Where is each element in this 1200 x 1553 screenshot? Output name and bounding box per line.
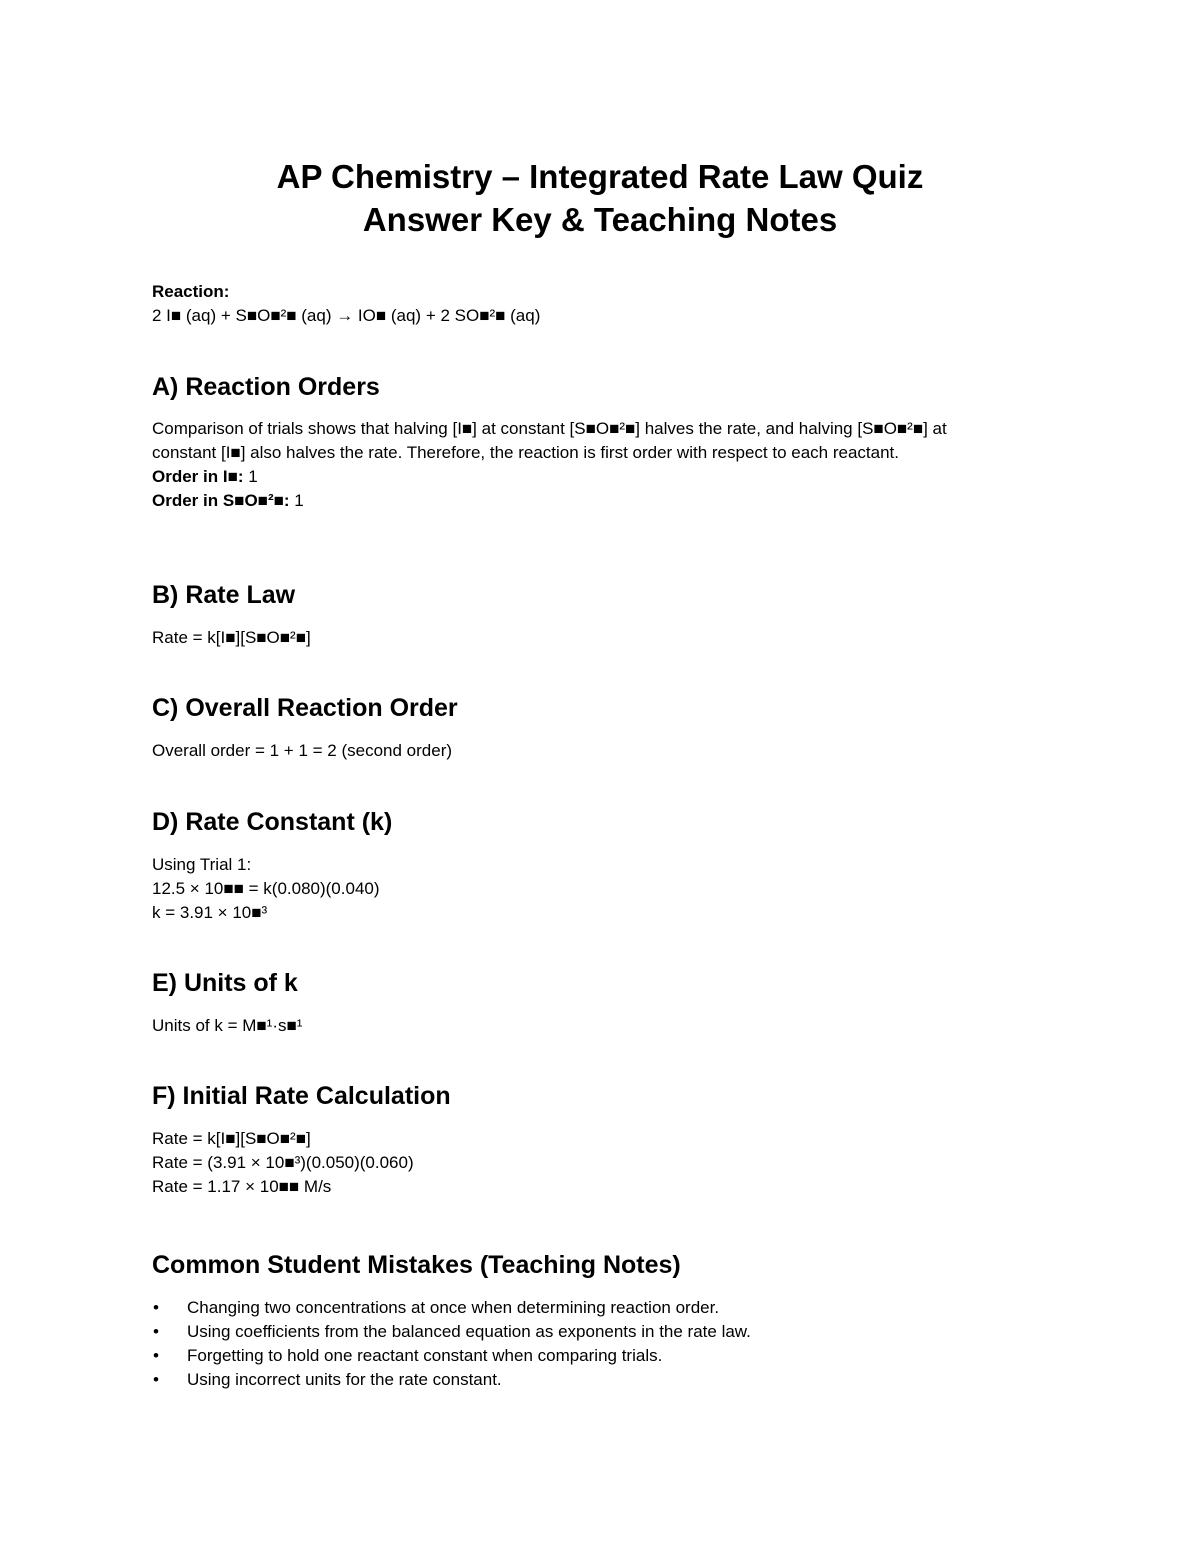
overall-order-line: Overall order = 1 + 1 = 2 (second order)	[152, 741, 453, 760]
rate-constant-equation: 12.5 × 10■■ = k(0.080)(0.040)	[152, 879, 380, 898]
section-d-body	[152, 853, 1032, 925]
list-item	[152, 1344, 751, 1368]
section-b-body	[152, 626, 1032, 650]
bullet-icon: •	[153, 1370, 159, 1389]
bullet-icon: •	[153, 1346, 159, 1365]
trial-line: Using Trial 1:	[152, 855, 252, 874]
section-b-heading: B) Rate Law	[152, 581, 296, 609]
initial-rate-substitution: Rate = (3.91 × 10■³)(0.050)(0.060)	[152, 1153, 414, 1172]
list-item	[152, 1296, 751, 1320]
rate-law-line: Rate = k[I■][S■O■²■]	[152, 628, 311, 647]
document-title-line-1: AP Chemistry – Integrated Rate Law Quiz	[276, 158, 924, 195]
mistake-text: Forgetting to hold one reactant constant when comparing trials.	[187, 1346, 663, 1365]
order-i-line	[152, 465, 1032, 489]
reaction-label: Reaction:	[152, 282, 230, 301]
rate-constant-value: k = 3.91 × 10■³	[152, 903, 268, 922]
list-item	[152, 1368, 751, 1392]
bullet-icon: •	[153, 1322, 159, 1341]
section-a-paragraph: Comparison of trials shows that halving [I■] at constant [S■O■²■] halves the rate, and halving [S■O■²■] at constant [I■] also halves the rate. Therefore, the reaction is first order with respect to each reactant.	[152, 419, 947, 462]
section-c-heading: C) Overall Reaction Order	[152, 694, 458, 722]
initial-rate-result: Rate = 1.17 × 10■■ M/s	[152, 1177, 332, 1196]
section-a-body	[152, 417, 1032, 513]
document-title-line-2: Answer Key & Teaching Notes	[362, 201, 838, 238]
mistake-text: Using coefficients from the balanced equation as exponents in the rate law.	[187, 1322, 751, 1341]
section-e-body	[152, 1014, 1032, 1038]
order-i-value: 1	[243, 467, 258, 486]
order-s-line	[152, 489, 1032, 513]
section-f-body	[152, 1127, 1032, 1199]
mistake-text: Changing two concentrations at once when determining reaction order.	[187, 1298, 720, 1317]
section-c-body	[152, 739, 1032, 763]
section-f-heading: F) Initial Rate Calculation	[152, 1082, 451, 1110]
mistake-text: Using incorrect units for the rate constant.	[187, 1370, 502, 1389]
list-item	[152, 1320, 751, 1344]
reaction-equation: 2 I■ (aq) + S■O■²■ (aq) → IO■ (aq) + 2 SO■²■ (aq)	[152, 306, 541, 325]
order-i-label: Order in I■:	[152, 467, 244, 486]
order-s-value: 1	[289, 491, 304, 510]
section-a-heading: A) Reaction Orders	[152, 373, 380, 401]
initial-rate-law: Rate = k[I■][S■O■²■]	[152, 1129, 311, 1148]
section-e-heading: E) Units of k	[152, 969, 298, 997]
section-d-heading: D) Rate Constant (k)	[152, 808, 393, 836]
mistakes-heading: Common Student Mistakes (Teaching Notes)	[152, 1251, 681, 1279]
reaction-block	[152, 280, 1032, 328]
bullet-icon: •	[153, 1298, 159, 1317]
units-line: Units of k = M■¹·s■¹	[152, 1016, 303, 1035]
mistakes-list	[152, 1296, 751, 1392]
order-s-label: Order in S■O■²■:	[152, 491, 290, 510]
